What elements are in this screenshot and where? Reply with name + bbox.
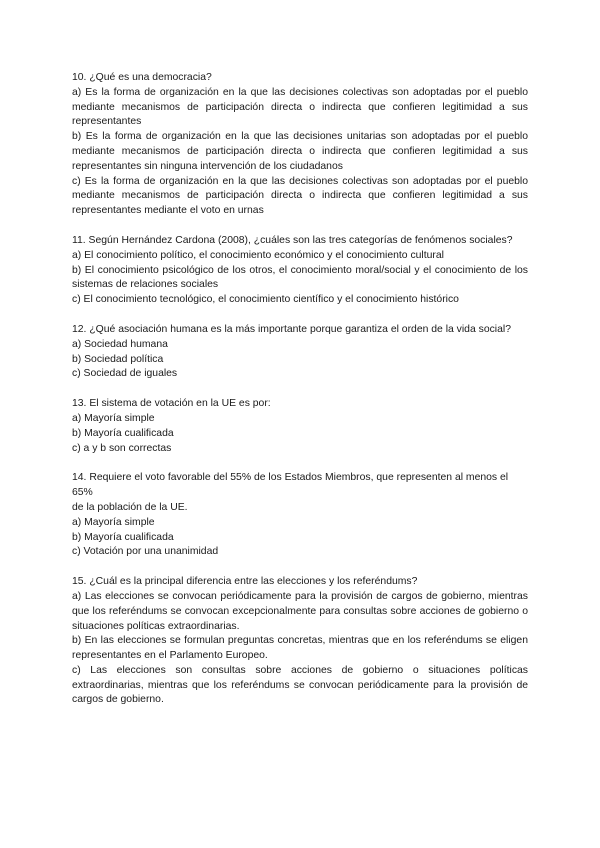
question-14 bbox=[72, 471, 528, 560]
option-b: b) Sociedad política bbox=[72, 353, 164, 365]
question-stem: 15. ¿Cuál es la principal diferencia entre las elecciones y los referéndums? bbox=[72, 576, 418, 588]
question-12 bbox=[72, 323, 528, 382]
option-c: c) Votación por una unanimidad bbox=[72, 546, 219, 558]
question-13 bbox=[72, 397, 528, 456]
question-stem: 13. El sistema de votación en la UE es por: bbox=[72, 398, 271, 410]
option-c: c) El conocimiento tecnológico, el conocimiento científico y el conocimiento histórico bbox=[72, 294, 459, 306]
option-b: b) Mayoría cualificada bbox=[72, 531, 174, 543]
option-c: c) Es la forma de organización en la que las decisiones colectivas son adoptadas por el pueblo mediante mecanismos de participación directa o indirecta que confieren legitimidad a sus representantes mediante el voto en urnas bbox=[72, 175, 528, 217]
option-a: a) Es la forma de organización en la que las decisiones colectivas son adoptadas por el pueblo mediante mecanismos de participación directa o indirecta que confieren legitimidad a sus representantes bbox=[72, 86, 528, 128]
option-b: b) El conocimiento psicológico de los otros, el conocimiento moral/social y el conocimiento de los sistemas de relaciones sociales bbox=[72, 264, 528, 291]
question-stem-continued: de la población de la UE. bbox=[72, 501, 188, 513]
option-a: a) Mayoría simple bbox=[72, 516, 155, 528]
question-stem: 12. ¿Qué asociación humana es la más importante porque garantiza el orden de la vida social? bbox=[72, 323, 511, 335]
option-c: c) Las elecciones son consultas sobre acciones de gobierno o situaciones políticas extraordinarias, mientras que los referéndums se convocan periódicamente para la provisión de cargos de gobierno. bbox=[72, 664, 528, 706]
question-10 bbox=[72, 71, 528, 219]
question-stem: 14. Requiere el voto favorable del 55% de los Estados Miembros, que representen al menos el 65% bbox=[72, 472, 509, 499]
option-b: b) Es la forma de organización en la que las decisiones unitarias son adoptadas por el pueblo mediante mecanismos de participación directa o indirecta que confieren legitimidad a sus representantes sin ninguna intervención de los ciudadanos bbox=[72, 131, 528, 172]
question-stem: 11. Según Hernández Cardona (2008), ¿cuáles son las tres categorías de fenómenos sociales? bbox=[72, 234, 513, 246]
question-15 bbox=[72, 575, 528, 708]
option-a: a) Sociedad humana bbox=[72, 338, 168, 350]
option-c: c) a y b son correctas bbox=[72, 442, 172, 454]
question-stem: 10. ¿Qué es una democracia? bbox=[72, 72, 212, 83]
option-a: a) Mayoría simple bbox=[72, 412, 155, 424]
option-b: b) En las elecciones se formulan preguntas concretas, mientras que en los referéndums se eligen representantes en el Parlamento Europeo. bbox=[72, 635, 528, 662]
option-b: b) Mayoría cualificada bbox=[72, 427, 174, 439]
option-a: a) El conocimiento político, el conocimiento económico y el conocimiento cultural bbox=[72, 249, 444, 261]
option-c: c) Sociedad de iguales bbox=[72, 368, 178, 380]
option-a: a) Las elecciones se convocan periódicamente para la provisión de cargos de gobierno, mientras que los referéndums se convocan excepcionalmente para consultas sobre acciones de gobierno o situaciones políticas extraordinarias. bbox=[72, 590, 528, 632]
question-11 bbox=[72, 234, 528, 308]
